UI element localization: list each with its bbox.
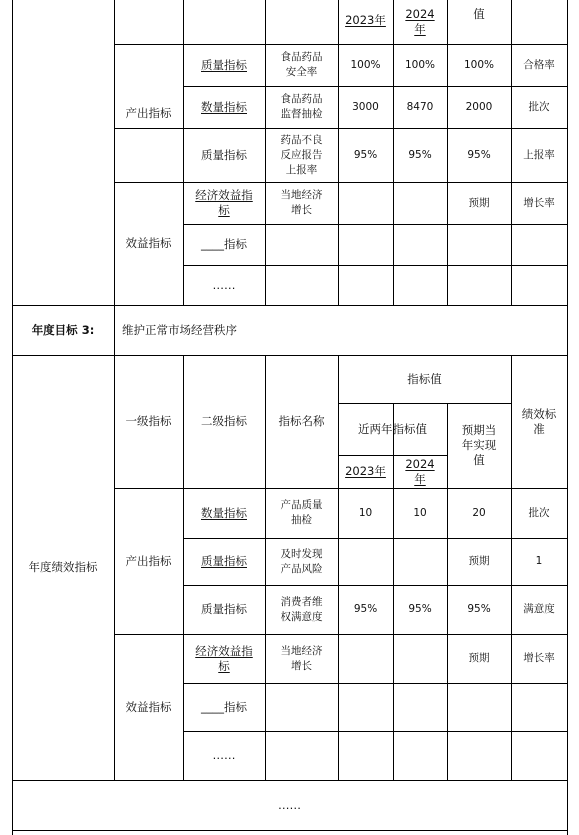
performance-standard bbox=[511, 265, 567, 305]
value-2024 bbox=[393, 224, 447, 265]
benefit-indicator-label: 效益指标 bbox=[125, 699, 172, 714]
value-2023 bbox=[338, 224, 393, 265]
performance-standard: 批次 bbox=[528, 506, 550, 519]
value-2024: 95% bbox=[408, 148, 432, 161]
value-2024 bbox=[393, 683, 447, 731]
expected-value: 预期 bbox=[468, 555, 490, 567]
secondary-indicator: 质量指标 bbox=[201, 57, 247, 72]
performance-standard bbox=[511, 683, 567, 731]
value-2024: 8470 bbox=[406, 100, 434, 113]
header-year-2023: 2023年 bbox=[345, 464, 386, 478]
indicator-name: 当地经济 增长 bbox=[280, 189, 323, 216]
secondary-indicator: 数量指标 bbox=[201, 505, 247, 520]
performance-standard bbox=[511, 224, 567, 265]
expected-value: 20 bbox=[472, 506, 486, 519]
indicator-name bbox=[265, 683, 338, 731]
expected-value: 预期 bbox=[468, 652, 490, 664]
value-2023 bbox=[338, 265, 393, 305]
value-2023: 95% bbox=[353, 148, 378, 161]
value-2024 bbox=[393, 538, 447, 585]
header-level-2: 二级指标 bbox=[201, 414, 247, 428]
expected-value bbox=[447, 683, 511, 731]
performance-standard: 合格率 bbox=[523, 58, 555, 71]
value-2023 bbox=[338, 634, 393, 683]
expected-value: 预期 bbox=[468, 196, 490, 209]
header-level-1: 一级指标 bbox=[125, 414, 172, 428]
table-rule-vertical bbox=[567, 355, 568, 835]
performance-standard: 满意度 bbox=[523, 603, 555, 615]
secondary-indicator: 经济效益指 标 bbox=[195, 643, 253, 673]
indicator-name: 产品质量 抽检 bbox=[280, 499, 323, 526]
table-rule-vertical bbox=[12, 0, 13, 306]
goal-3-label: 年度目标 3: bbox=[31, 322, 95, 337]
indicator-name: 当地经济 增长 bbox=[280, 644, 323, 672]
value-2023 bbox=[338, 731, 393, 780]
indicator-name: 食品药品 监督抽检 bbox=[280, 93, 323, 120]
header-year-2023: 2023年 bbox=[345, 12, 386, 27]
expected-value: 100% bbox=[463, 58, 495, 71]
expected-value bbox=[447, 265, 511, 305]
table-rule-vertical bbox=[567, 0, 568, 306]
expected-value: 2000 bbox=[465, 100, 493, 113]
indicator-name: 食品药品 安全率 bbox=[280, 51, 323, 78]
indicator-name: 消费者维 权满意度 bbox=[280, 595, 323, 623]
expected-value: 95% bbox=[467, 603, 491, 615]
header-indicator-value: 指标值 bbox=[407, 371, 442, 386]
value-2023 bbox=[338, 538, 393, 585]
value-2023: 100% bbox=[350, 58, 381, 71]
indicator-name: 药品不良 反应报告 上报率 bbox=[280, 133, 323, 176]
value-2024: 95% bbox=[408, 603, 432, 615]
value-2024 bbox=[393, 182, 447, 224]
value-2024 bbox=[393, 265, 447, 305]
secondary-indicator: 数量指标 bbox=[201, 99, 247, 114]
performance-standard: 增长率 bbox=[523, 652, 555, 664]
value-2023: 10 bbox=[358, 506, 373, 519]
header-performance-standard: 绩效标 准 bbox=[521, 406, 557, 436]
value-2023 bbox=[338, 182, 393, 224]
value-2023 bbox=[338, 683, 393, 731]
secondary-indicator: 质量指标 bbox=[201, 554, 247, 568]
value-2023: 95% bbox=[353, 603, 378, 615]
footer-ellipsis: …… bbox=[278, 797, 301, 812]
table-rule-horizontal bbox=[12, 830, 568, 831]
value-2024: 10 bbox=[413, 506, 427, 519]
indicator-name bbox=[265, 731, 338, 780]
output-indicator-label: 产出指标 bbox=[125, 105, 172, 120]
header-year-2024: 2024 年 bbox=[405, 7, 435, 36]
header-indicator-name: 指标名称 bbox=[278, 414, 325, 428]
header-value-tail: 值 bbox=[473, 6, 485, 21]
performance-standard: 上报率 bbox=[523, 148, 555, 161]
value-2024: 100% bbox=[404, 58, 436, 71]
value-2024 bbox=[393, 634, 447, 683]
output-indicator-label: 产出指标 bbox=[125, 553, 172, 568]
indicator-name bbox=[265, 224, 338, 265]
expected-value bbox=[447, 224, 511, 265]
expected-value bbox=[447, 731, 511, 780]
header-year-2024: 2024 年 bbox=[405, 456, 435, 486]
secondary-indicator: 质量指标 bbox=[201, 602, 247, 616]
secondary-indicator: 经济效益指 标 bbox=[195, 188, 253, 217]
indicator-name bbox=[265, 265, 338, 305]
performance-standard: 1 bbox=[535, 555, 543, 567]
secondary-indicator: ____指标 bbox=[201, 699, 247, 714]
performance-standard bbox=[511, 731, 567, 780]
header-recent-two-years: 近两年指标值 bbox=[358, 421, 427, 436]
benefit-indicator-label: 效益指标 bbox=[125, 236, 172, 250]
value-2023: 3000 bbox=[352, 100, 379, 113]
expected-value: 95% bbox=[467, 148, 491, 161]
value-2024 bbox=[393, 731, 447, 780]
secondary-indicator: ____指标 bbox=[201, 237, 247, 251]
secondary-indicator: 质量指标 bbox=[201, 147, 247, 162]
performance-standard: 增长率 bbox=[523, 196, 555, 209]
performance-standard: 批次 bbox=[528, 100, 550, 113]
indicator-name: 及时发现 产品风险 bbox=[280, 547, 323, 575]
secondary-indicator: …… bbox=[212, 748, 236, 762]
header-expected-current-year: 预期当 年实现 值 bbox=[461, 423, 497, 467]
secondary-indicator: …… bbox=[212, 277, 236, 292]
goal-3-text: 维护正常市场经营秩序 bbox=[122, 322, 237, 337]
annual-performance-indicators-label: 年度绩效指标 bbox=[28, 560, 98, 574]
